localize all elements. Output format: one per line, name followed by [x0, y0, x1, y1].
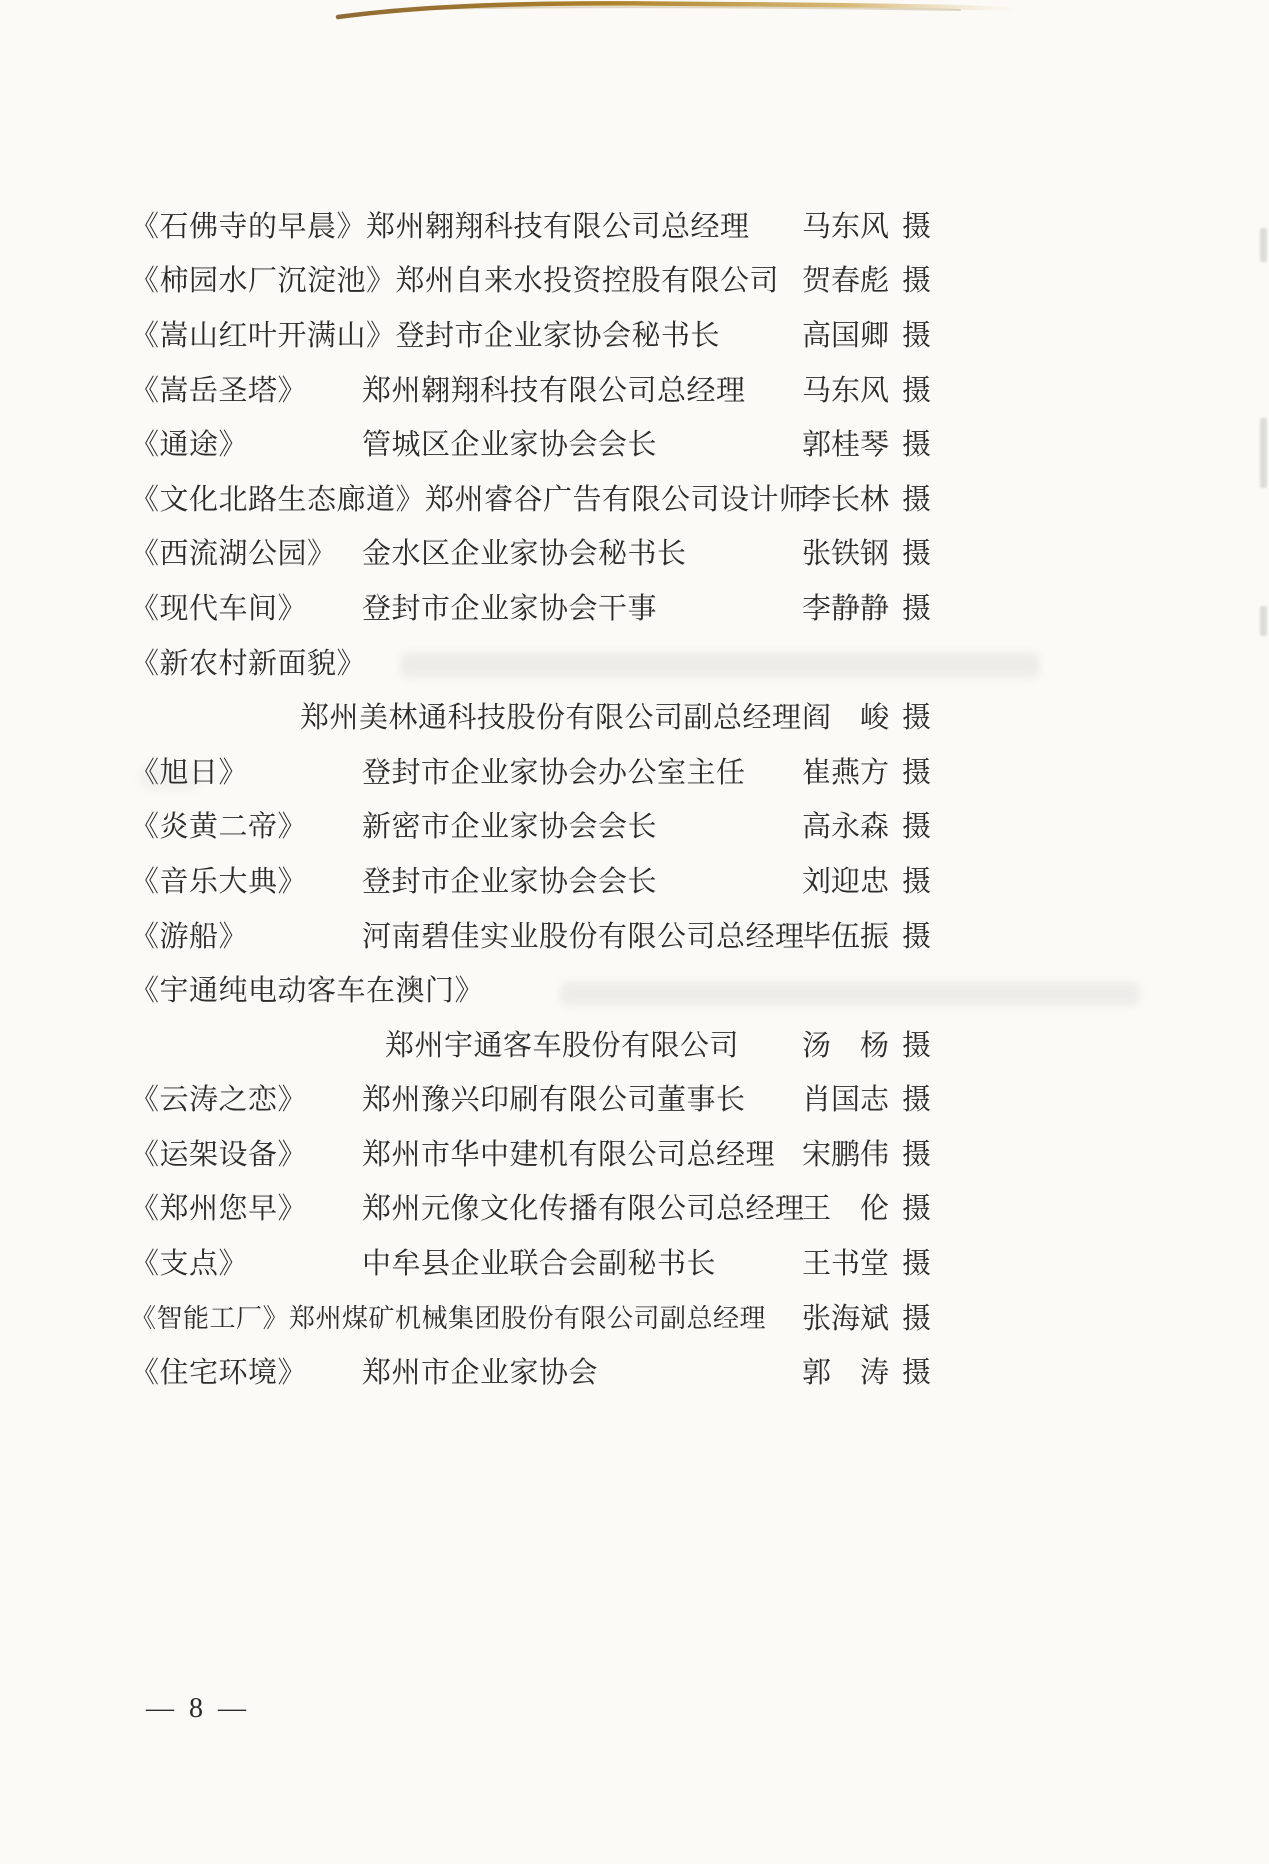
photo-credit-suffix: 摄 [902, 811, 932, 844]
credit-row [130, 691, 940, 746]
photographer-affiliation: 郑州市华中建机有限公司总经理 [362, 1138, 776, 1171]
photo-credit-suffix: 摄 [902, 210, 932, 243]
photographer-name: 宋鹏伟 [802, 1138, 890, 1171]
photographer-name: 王 伦 [802, 1193, 890, 1226]
photographer-affiliation: 登封市企业家协会秘书长 [395, 319, 721, 352]
credit-row [130, 255, 940, 310]
photo-title: 《支点》 [130, 1248, 249, 1281]
photographer-affiliation: 登封市企业家协会干事 [362, 592, 658, 625]
credit-row [130, 1292, 940, 1347]
photographer-name: 马东风 [802, 374, 890, 407]
gold-page-edge-artifact [0, 0, 1269, 26]
photographer-name: 汤 杨 [802, 1029, 890, 1062]
photographer-affiliation: 郑州煤矿机械集团股份有限公司副总经理 [289, 1304, 767, 1334]
credit-row [130, 964, 940, 1019]
photographer-affiliation: 新密市企业家协会会长 [362, 811, 658, 844]
photo-credit-suffix: 摄 [902, 265, 932, 298]
credit-row [130, 1019, 940, 1074]
credit-row [130, 309, 940, 364]
photo-title: 《音乐大典》 [130, 865, 308, 898]
scan-edge-artifact [1260, 228, 1267, 262]
credit-row [130, 473, 940, 528]
photo-title: 《西流湖公园》 [130, 538, 337, 571]
photographer-affiliation: 郑州宇通客车股份有限公司 [385, 1029, 740, 1062]
photo-credit-suffix: 摄 [902, 1029, 932, 1062]
photographer-affiliation: 河南碧佳实业股份有限公司总经理 [362, 920, 805, 953]
photo-credit-suffix: 摄 [902, 319, 932, 352]
photo-credit-suffix: 摄 [902, 756, 932, 789]
credit-row [130, 746, 940, 801]
credit-row [130, 200, 940, 255]
photo-title: 《宇通纯电动客车在澳门》 [130, 975, 485, 1008]
photo-title: 《旭日》 [130, 756, 249, 789]
photographer-affiliation: 管城区企业家协会会长 [362, 429, 658, 462]
page-number: — 8 — [146, 1693, 250, 1724]
credit-row [130, 1183, 940, 1238]
photo-title: 《石佛寺的早晨》 [130, 210, 367, 243]
credit-row [130, 1237, 940, 1292]
credit-row [130, 855, 940, 910]
credit-row [130, 364, 940, 419]
photographer-name: 李静静 [802, 592, 890, 625]
photo-credit-suffix: 摄 [902, 1357, 932, 1390]
credit-row [130, 1074, 940, 1129]
credit-row [130, 910, 940, 965]
credit-row [130, 418, 940, 473]
photographer-affiliation: 金水区企业家协会秘书长 [362, 538, 687, 571]
photo-credit-suffix: 摄 [902, 1193, 932, 1226]
credit-row [130, 582, 940, 637]
photo-credit-suffix: 摄 [902, 1138, 932, 1171]
photo-credit-suffix: 摄 [902, 538, 932, 571]
photographer-affiliation: 郑州自来水投资控股有限公司 [395, 265, 780, 298]
photo-title: 《新农村新面貌》 [130, 647, 367, 680]
photographer-affiliation: 郑州睿谷广告有限公司设计师 [425, 483, 809, 516]
credit-row [130, 801, 940, 856]
photographer-name: 肖国志 [802, 1084, 890, 1117]
photographer-affiliation: 郑州市企业家协会 [362, 1357, 599, 1390]
photographer-affiliation: 登封市企业家协会会长 [362, 865, 658, 898]
photographer-name: 毕伍振 [802, 920, 890, 953]
photographer-name: 阎 峻 [802, 702, 890, 735]
photo-credit-suffix: 摄 [902, 920, 932, 953]
photographer-name: 高国卿 [802, 319, 890, 352]
photographer-affiliation: 郑州豫兴印刷有限公司董事长 [362, 1084, 746, 1117]
photo-credit-suffix: 摄 [902, 592, 932, 625]
photographer-affiliation: 郑州美林通科技股份有限公司副总经理 [300, 702, 802, 735]
photo-title: 《运架设备》 [130, 1138, 308, 1171]
photo-title: 《游船》 [130, 920, 249, 953]
photo-credit-suffix: 摄 [902, 1248, 932, 1281]
photographer-name: 张海斌 [802, 1302, 890, 1335]
photographer-name: 崔燕方 [802, 756, 890, 789]
photo-title: 《云涛之恋》 [130, 1084, 308, 1117]
photographer-affiliation: 中牟县企业联合会副秘书长 [362, 1248, 717, 1281]
photo-title: 《嵩山红叶开满山》 [130, 319, 396, 352]
credit-row [130, 1346, 940, 1401]
photo-title: 《通途》 [130, 429, 249, 462]
photo-title: 《嵩岳圣塔》 [130, 374, 308, 407]
photo-title: 《住宅环境》 [130, 1357, 308, 1390]
photographer-name: 高永森 [802, 811, 890, 844]
credit-row [130, 1128, 940, 1183]
photographer-name: 郭 涛 [802, 1357, 890, 1390]
photographer-name: 贺春彪 [802, 265, 890, 298]
photographer-name: 张铁钢 [802, 538, 890, 571]
photo-title: 《柿园水厂沉淀池》 [130, 265, 396, 298]
scan-edge-artifact [1260, 418, 1267, 488]
photo-title: 《炎黄二帝》 [130, 811, 308, 844]
photo-title: 《郑州您早》 [130, 1193, 308, 1226]
photo-credit-suffix: 摄 [902, 1302, 932, 1335]
photographer-affiliation: 登封市企业家协会办公室主任 [362, 756, 746, 789]
photo-credit-suffix: 摄 [902, 1084, 932, 1117]
photographer-name: 李长林 [802, 483, 890, 516]
photo-credit-suffix: 摄 [902, 429, 932, 462]
photographer-affiliation: 郑州翱翔科技有限公司总经理 [362, 374, 746, 407]
photographer-affiliation: 郑州元像文化传播有限公司总经理 [362, 1193, 805, 1226]
photographer-name: 王书堂 [802, 1248, 890, 1281]
photo-credit-suffix: 摄 [902, 702, 932, 735]
photographer-name: 刘迎忠 [802, 865, 890, 898]
scan-edge-artifact [1260, 606, 1267, 636]
photo-credit-suffix: 摄 [902, 483, 932, 516]
photographer-name: 郭桂琴 [802, 429, 890, 462]
credit-row [130, 528, 940, 583]
photo-credit-suffix: 摄 [902, 374, 932, 407]
photographer-affiliation: 郑州翱翔科技有限公司总经理 [366, 210, 750, 243]
credit-row [130, 637, 940, 692]
photo-credit-suffix: 摄 [902, 865, 932, 898]
photo-title: 《智能工厂》 [130, 1304, 290, 1334]
photographer-name: 马东风 [802, 210, 890, 243]
photo-title: 《文化北路生态廊道》 [130, 483, 426, 516]
photo-title: 《现代车间》 [130, 592, 308, 625]
photo-credit-list [130, 200, 940, 1401]
